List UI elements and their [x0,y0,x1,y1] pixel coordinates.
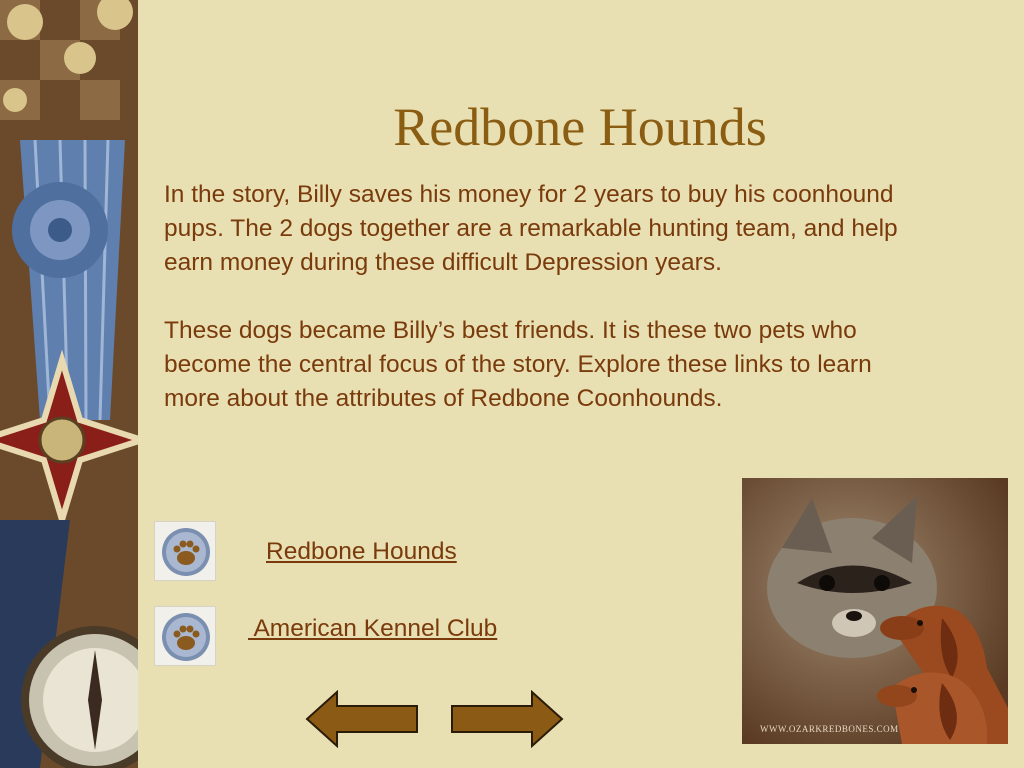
paw-link-button-akc[interactable] [154,606,216,666]
paragraph-story: In the story, Billy saves his money for 2 years to buy his coonhound pups. The 2 dogs together are a remarkable hunting team, and help earn money during these difficult Depression years. [164,181,898,276]
link-redbone-hounds[interactable]: Redbone Hounds [266,538,457,565]
paw-icon [155,522,217,582]
paw-icon [155,607,217,667]
slide-body [164,178,924,450]
side-decoration-image [0,0,138,768]
link-american-kennel-club[interactable]: American Kennel Club [248,615,498,642]
paragraph-friends: These dogs became Billy’s best friends. It is these two pets who become the central focus of the story. Explore these links to learn more about the attributes of Redbone Coonhounds. [164,317,872,412]
redbone-hounds-photo [742,478,1008,744]
arrow-left-icon[interactable] [305,690,419,748]
photo-watermark: WWW.OZARKREDBONES.COM [760,724,899,734]
slide-title: Redbone Hounds [393,97,767,157]
arrow-right-icon[interactable] [450,690,564,748]
paw-link-button-redbone[interactable] [154,521,216,581]
